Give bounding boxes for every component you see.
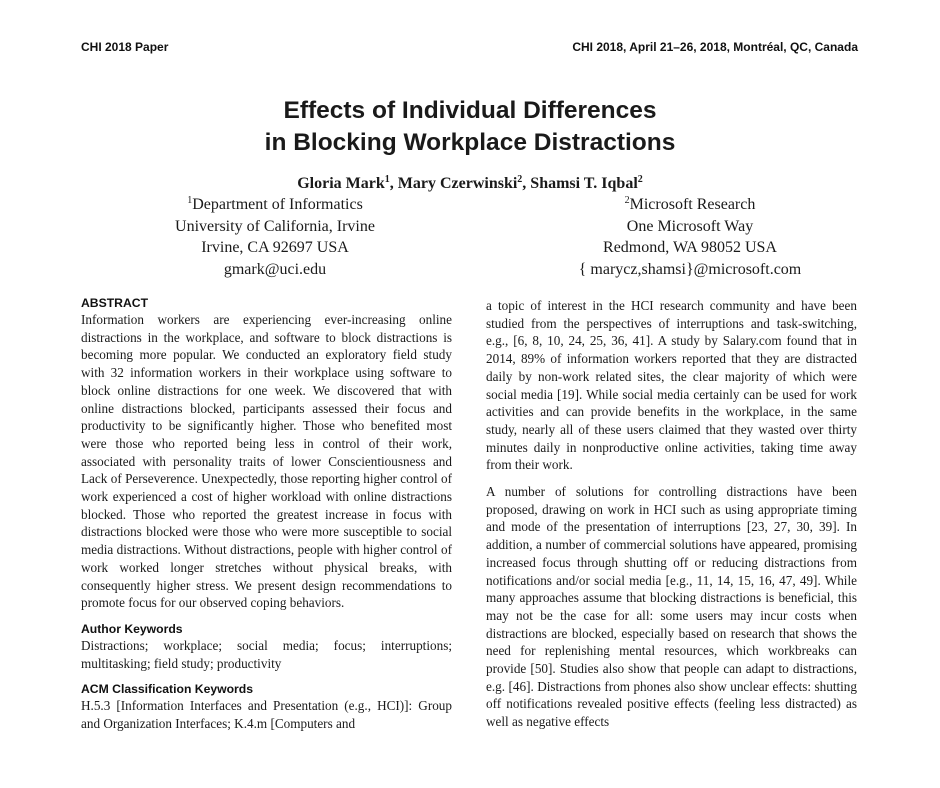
left-column bbox=[81, 295, 452, 733]
author-keywords-heading: Author Keywords bbox=[81, 621, 183, 636]
author-2: , Mary Czerwinski bbox=[389, 175, 518, 192]
author-1-affil: 1 bbox=[384, 174, 390, 185]
affil-right-org: $^2$Microsoft Research bbox=[624, 195, 756, 213]
abstract-heading: ABSTRACT bbox=[81, 296, 149, 310]
title-line-1: Effects of Individual Differences bbox=[283, 97, 657, 124]
author-keywords-text: Distractions; workplace; social media; focus; interruptions; multitasking; field study; productivity bbox=[81, 637, 452, 671]
author-2-affil: 2 bbox=[517, 174, 523, 185]
author-3: , Shamsi T. Iqbal bbox=[522, 175, 638, 192]
affiliation-left bbox=[120, 194, 430, 280]
affil-right-addr: One Microsoft Way bbox=[626, 217, 754, 235]
running-header-right: CHI 2018, April 21–26, 2018, Montréal, QC, Canada bbox=[572, 40, 858, 54]
acm-keywords-heading: ACM Classification Keywords bbox=[81, 682, 254, 697]
affil-left-sup: 1 bbox=[187, 195, 193, 206]
intro-paragraph-2: A number of solutions for controlling distractions have been proposed, drawing on work in HCI such as using appropriate timing and mode of the presentation of interruptions [23, 27, 30, 39]. In addition, a number of commercial solutions have appeared, promising increased focus through shutting off or reducing distractions from notifications and/or social media [e.g., 11, 14, 15, 16, 47, 49]. While many approaches assume that blocking distractions is beneficial, this may not be the case for all: some users may incur costs when distractions are blocked, especially based on research that shows the need for replenishing mental resources, which workbreaks can provide [50]. Studies also show that people can adapt to distractions, e.g. [46]. Distractions from phones also show unclear effects: shutting off notifications revealed positive effects (feeling less distracted) as well as negative effects bbox=[486, 484, 857, 730]
author-3-affil: 2 bbox=[637, 174, 643, 185]
affil-left-univ: University of California, Irvine bbox=[175, 217, 375, 235]
right-column bbox=[486, 297, 857, 731]
affil-left-dept: $^1$Department of Informatics bbox=[187, 195, 363, 213]
author-1: Gloria Mark bbox=[297, 175, 385, 192]
acm-keywords-text: H.5.3 [Information Interfaces and Presentation (e.g., HCI)]: Group and Organization Interfaces; K.4.m [Computers and bbox=[81, 698, 452, 732]
affil-left-city: Irvine, CA 92697 USA bbox=[201, 239, 349, 257]
running-header-left: CHI 2018 Paper bbox=[81, 40, 169, 54]
affil-right-email: { marycz,shamsi}@microsoft.com bbox=[578, 260, 802, 278]
abstract-text: Information workers are experiencing ever-increasing online distractions in the workplace, and software to block distractions is becoming more popular. We conducted an exploratory field study with 32 information workers in their workplace using software to block online distractions for one week. We discovered that with online distractions blocked, participants assessed their focus and productivity to be significantly higher. Those who benefited most were those who reported being less in control of their work, associated with personality traits of lower Conscientiousness and Lack of Perseverence. Unexpectedly, those reporting higher control of work experienced a cost of higher workload with online distractions blocked. Those who reported the greatest increase in focus with distractions blocked were those who were more susceptible to social media distractions. Without distractions, people with higher control of work worked longer stretches without physical breaks, with consequently higher stress. We present design recommendations to promote focus for our observed coping behaviors. bbox=[81, 312, 452, 611]
affiliation-right bbox=[510, 194, 870, 280]
affil-right-sup: 2 bbox=[624, 195, 630, 206]
affil-left-email: gmark@uci.edu bbox=[223, 260, 327, 278]
affil-right-city: Redmond, WA 98052 USA bbox=[603, 239, 777, 257]
title-line-2: in Blocking Workplace Distractions bbox=[264, 129, 676, 156]
author-list bbox=[0, 175, 940, 193]
intro-paragraph-1: a topic of interest in the HCI research community and have been studied from the perspectives of interruptions and task-switching, e.g., [6, 8, 10, 24, 25, 36, 41]. A study by Salary.com found that in 2014, 89% of information workers reported that they are distracted daily by non-work related sites, the clear majority of which were social media [19]. While social media certainly can be used for work activities and can provide benefits in the workplace, in the same study, nearly all of these users claimed that they wasted over thirty minutes daily in nonproductive online activities, taking time away from their work. bbox=[486, 298, 857, 473]
paper-title bbox=[0, 95, 940, 159]
